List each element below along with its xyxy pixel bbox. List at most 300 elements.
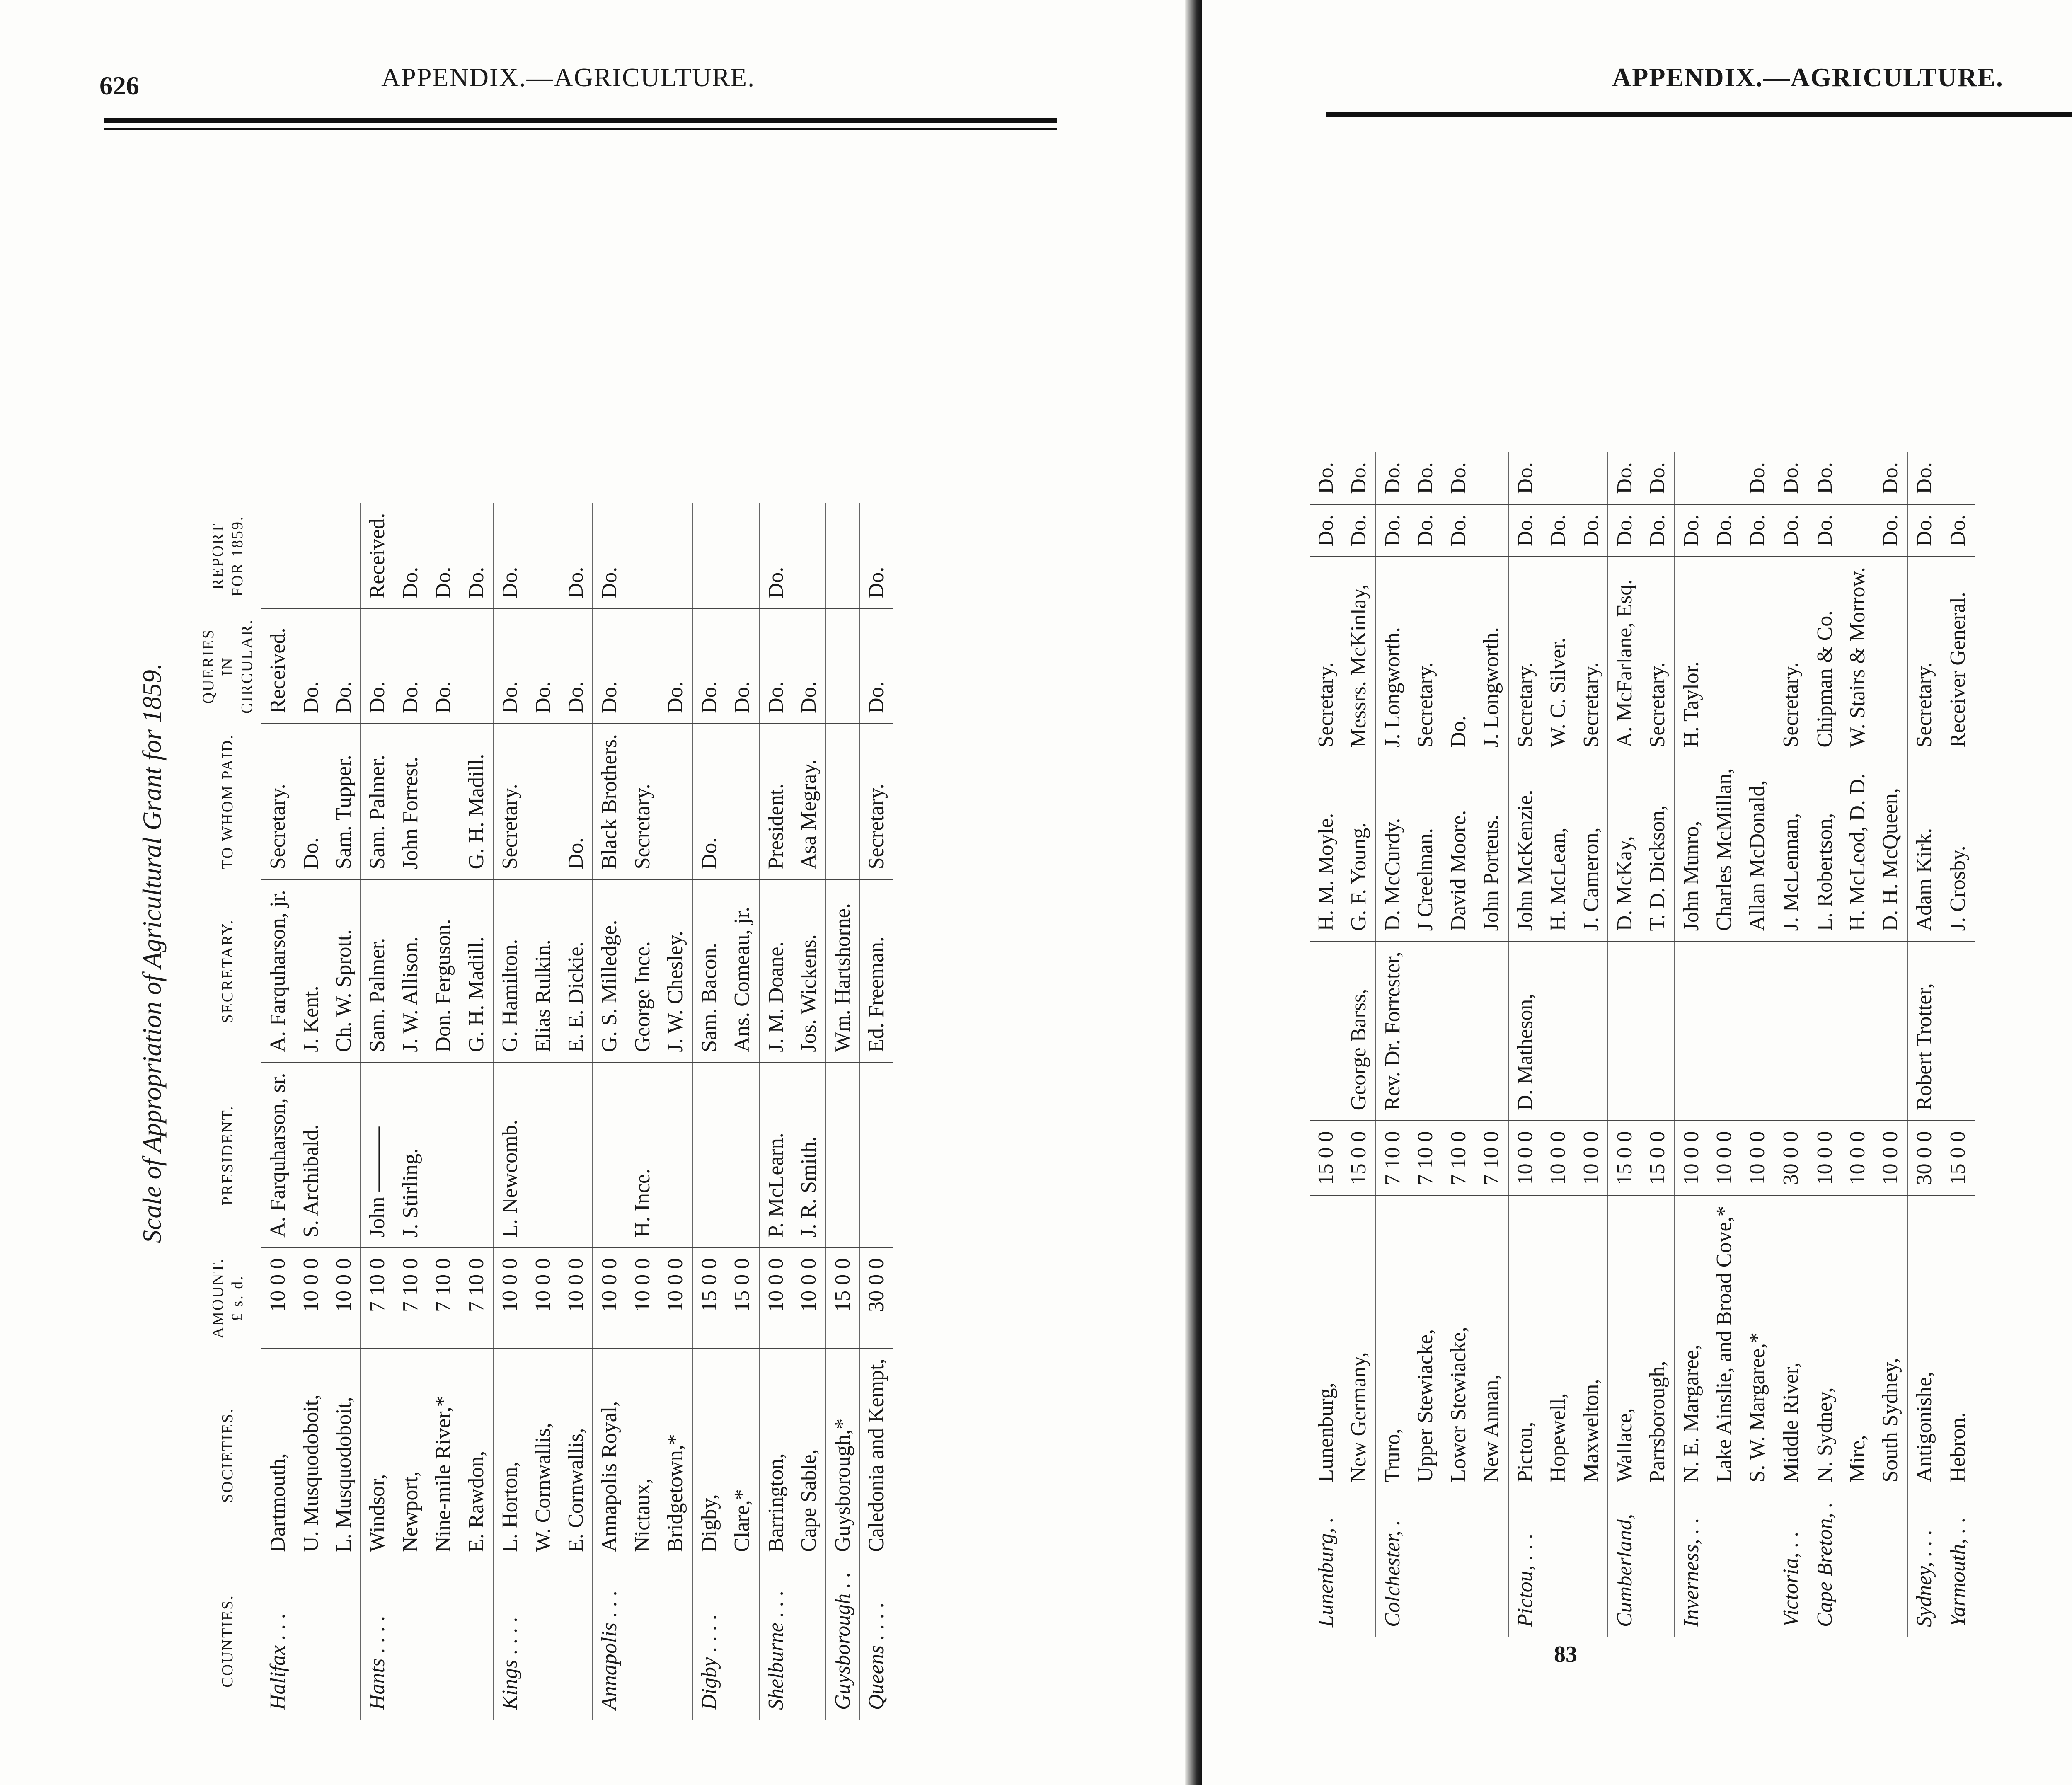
queries-cell: Do. (1310, 504, 1342, 557)
county-cell (427, 1562, 460, 1720)
president-cell (859, 1063, 893, 1248)
table-row (1508, 452, 1542, 1637)
queries-cell (826, 609, 859, 724)
paid-to-cell (1708, 557, 1740, 758)
society-cell: Antigonishe, (1907, 1195, 1941, 1492)
queries-cell: Do. (1907, 504, 1941, 557)
queries-cell: Do. (1675, 504, 1708, 557)
society-cell: Truro, (1376, 1195, 1409, 1492)
paid-to-cell: Secretary. (1575, 557, 1608, 758)
amount-cell: 7 10 0 (361, 1248, 394, 1348)
president-cell: A. Farquharson, sr. (261, 1063, 294, 1248)
society-cell: N. E. Margaree, (1675, 1195, 1708, 1492)
report-cell (1941, 452, 1974, 504)
county-cell: Annapolis . . . (593, 1562, 626, 1720)
paid-to-cell: A. McFarlane, Esq. (1608, 557, 1641, 758)
county-cell (1542, 1492, 1574, 1637)
report-cell: Do. (1442, 452, 1475, 504)
society-cell: Middle River, (1774, 1195, 1808, 1492)
president-cell (692, 1063, 726, 1248)
county-cell: Queens . . . . (859, 1562, 893, 1720)
secretary-cell: Elias Rulkin. (527, 879, 559, 1062)
table-row (1542, 452, 1574, 1637)
amount-cell: 7 10 0 (1409, 1121, 1442, 1195)
society-cell: W. Cornwallis, (531, 1423, 555, 1552)
table-row (295, 503, 327, 1720)
secretary-cell: D. McKay, (1608, 758, 1641, 942)
report-cell: Do. (1641, 452, 1674, 504)
county-cell: Digby . . . . (692, 1562, 726, 1720)
report-cell: Do. (859, 503, 893, 609)
county-cell (1641, 1492, 1674, 1637)
amount-cell: 15 0 0 (1342, 1121, 1375, 1195)
society-cell: Caledonia and Kempt, (859, 1348, 893, 1562)
county-cell: Sydney, . . . (1907, 1492, 1941, 1637)
report-cell (692, 503, 726, 609)
president-cell: Robert Trotter, (1907, 941, 1941, 1121)
county-cell (1741, 1492, 1774, 1637)
paid-to-cell: Secretary. (493, 724, 526, 879)
col-counties: COUNTIES. (195, 1562, 261, 1720)
secretary-cell: J. M. Doane. (759, 879, 792, 1062)
report-cell: Do. (1741, 452, 1774, 504)
table-row (1608, 452, 1641, 1637)
report-cell: Do. (759, 503, 792, 609)
society-cell: Pictou, (1508, 1195, 1542, 1492)
left-table-body (261, 503, 893, 1720)
table-row (826, 503, 859, 1720)
report-cell: Do. (1808, 452, 1841, 504)
paid-to-cell: Sam. Palmer. (361, 724, 394, 879)
president-cell: L. Newcomb. (493, 1063, 526, 1248)
report-cell: Do. (593, 503, 626, 609)
paid-to-cell (659, 724, 692, 879)
report-cell (527, 503, 559, 609)
secretary-cell: G. H. Madill. (460, 879, 493, 1062)
secretary-cell: J. W. Allison. (394, 879, 427, 1062)
county-cell (1874, 1492, 1907, 1637)
county-cell: Cape Breton, . (1808, 1492, 1841, 1637)
president-cell (527, 1063, 559, 1248)
table-row (1310, 452, 1342, 1637)
county-cell (394, 1562, 427, 1720)
county-cell (1841, 1492, 1874, 1637)
county-cell (1442, 1492, 1475, 1637)
society-cell: E. Rawdon, (464, 1451, 488, 1552)
report-cell (295, 503, 327, 609)
paid-to-cell: Do. (559, 724, 593, 879)
amount-cell: 10 0 0 (295, 1248, 327, 1348)
left-header-thin-rule (104, 128, 1057, 130)
county-cell (559, 1562, 593, 1720)
report-cell (1675, 452, 1708, 504)
queries-cell: Do. (1342, 504, 1375, 557)
report-cell (1841, 452, 1874, 504)
amount-cell: 10 0 0 (1508, 1121, 1542, 1195)
society-cell: Cape Sable, (797, 1449, 821, 1552)
amount-cell: 10 0 0 (1675, 1121, 1708, 1195)
society-cell: Parrsborough, (1646, 1361, 1670, 1482)
society-cell: L. Musquodoboit, (332, 1397, 356, 1552)
table-row (460, 503, 493, 1720)
paid-to-cell: J. Longworth. (1376, 557, 1409, 758)
secretary-cell: D. McCurdy. (1376, 758, 1409, 942)
secretary-cell: J. Crosby. (1941, 758, 1974, 942)
president-cell (1641, 941, 1674, 1121)
secretary-cell: John Porteus. (1475, 758, 1508, 942)
president-cell: J. Stirling. (394, 1063, 427, 1248)
county-cell (792, 1562, 825, 1720)
paid-to-cell: W. Stairs & Morrow. (1841, 557, 1874, 758)
report-cell: Do. (1608, 452, 1641, 504)
right-header-rule (1326, 112, 2072, 117)
president-cell (1575, 941, 1608, 1121)
society-cell: S. W. Margaree,* (1745, 1332, 1769, 1482)
paid-to-cell: Sam. Tupper. (327, 724, 361, 879)
amount-cell: 10 0 0 (593, 1248, 626, 1348)
society-cell: N. Sydney, (1808, 1195, 1841, 1492)
county-cell (295, 1562, 327, 1720)
table-row (1376, 452, 1409, 1637)
society-cell: Maxwelton, (1579, 1378, 1603, 1482)
county-cell: Pictou, . . . (1508, 1492, 1542, 1637)
society-cell: L. Horton, (493, 1348, 526, 1562)
society-cell: E. Cornwallis, (564, 1428, 588, 1552)
president-cell (1874, 941, 1907, 1121)
queries-cell (1841, 504, 1874, 557)
county-cell: Inverness, . . (1675, 1492, 1708, 1637)
right-page (1202, 0, 2072, 1785)
secretary-cell: David Moore. (1442, 758, 1475, 942)
queries-cell: Do. (1542, 504, 1574, 557)
amount-cell: 15 0 0 (1310, 1121, 1342, 1195)
secretary-cell: A. Farquharson, jr. (261, 879, 294, 1062)
queries-cell: Do. (1575, 504, 1608, 557)
queries-cell: Do. (1808, 504, 1841, 557)
secretary-cell: Allan McDonald, (1741, 758, 1774, 942)
table-row (1475, 452, 1508, 1637)
county-cell: Shelburne . . . (759, 1562, 792, 1720)
report-cell: Do. (394, 503, 427, 609)
secretary-cell: Wm. Hartshorne. (826, 879, 859, 1062)
report-cell (792, 503, 825, 609)
report-cell (726, 503, 759, 609)
queries-cell: Do. (1608, 504, 1641, 557)
amount-cell: 7 10 0 (1376, 1121, 1409, 1195)
table-row (1808, 452, 1841, 1637)
secretary-cell: L. Robertson, (1808, 758, 1841, 942)
report-cell: Do. (1907, 452, 1941, 504)
secretary-cell: D. H. McQueen, (1874, 758, 1907, 942)
amount-cell: 10 0 0 (1874, 1121, 1907, 1195)
amount-cell: 7 10 0 (460, 1248, 493, 1348)
col-paid-to: TO WHOM PAID. (195, 724, 261, 879)
paid-to-cell: Messrs. McKinlay, (1342, 557, 1375, 758)
secretary-cell: George Ince. (626, 879, 659, 1062)
amount-cell: 10 0 0 (1841, 1121, 1874, 1195)
president-cell: S. Archibald. (295, 1063, 327, 1248)
paid-to-cell (726, 724, 759, 879)
secretary-cell: H. McLean, (1542, 758, 1574, 942)
report-cell (1575, 452, 1608, 504)
secretary-cell: Don. Ferguson. (427, 879, 460, 1062)
secretary-cell: Jos. Wickens. (792, 879, 825, 1062)
table-row (1841, 452, 1874, 1637)
secretary-cell: G. Hamilton. (493, 879, 526, 1062)
paid-to-cell: W. C. Silver. (1542, 557, 1574, 758)
table-row (493, 503, 526, 1720)
paid-to-cell: Secretary. (859, 724, 893, 879)
amount-cell: 7 10 0 (1442, 1121, 1475, 1195)
paid-to-cell (826, 724, 859, 879)
secretary-cell: G. S. Milledge. (593, 879, 626, 1062)
president-cell (1475, 941, 1508, 1121)
county-cell: Hants . . . . (361, 1562, 394, 1720)
amount-cell: 10 0 0 (1542, 1121, 1574, 1195)
society-cell: Mire, (1846, 1435, 1869, 1482)
paid-to-cell: Secretary. (626, 724, 659, 879)
amount-cell: 15 0 0 (1941, 1121, 1974, 1195)
president-cell: D. Matheson, (1508, 941, 1542, 1121)
president-cell: H. Ince. (626, 1063, 659, 1248)
county-cell: Yarmouth, . . (1941, 1492, 1974, 1637)
queries-cell: Do. (394, 609, 427, 724)
paid-to-cell: President. (759, 724, 792, 879)
county-cell: Guysborough . . (826, 1562, 859, 1720)
amount-cell: 10 0 0 (1708, 1121, 1740, 1195)
queries-cell: Do. (1508, 504, 1542, 557)
county-cell (1475, 1492, 1508, 1637)
right-running-header: APPENDIX.—AGRICULTURE. (1612, 63, 2004, 92)
paid-to-cell: Black Brothers. (593, 724, 626, 879)
queries-cell: Do. (792, 609, 825, 724)
queries-cell: Do. (1641, 504, 1674, 557)
queries-cell (1475, 504, 1508, 557)
table-row (1342, 452, 1375, 1637)
paid-to-cell: John Forrest. (394, 724, 427, 879)
table-row (1874, 452, 1907, 1637)
paid-to-cell: Secretary. (1774, 557, 1808, 758)
table-row (361, 503, 394, 1720)
president-cell (1941, 941, 1974, 1121)
report-cell: Do. (1310, 452, 1342, 504)
amount-cell: 7 10 0 (427, 1248, 460, 1348)
table-row (593, 503, 626, 1720)
paid-to-cell: H. Taylor. (1675, 557, 1708, 758)
amount-cell: 10 0 0 (559, 1248, 593, 1348)
report-cell: Do. (427, 503, 460, 609)
paid-to-cell: J. Longworth. (1475, 557, 1508, 758)
paid-to-cell: Chipman & Co. (1808, 557, 1841, 758)
amount-cell: 10 0 0 (493, 1248, 526, 1348)
left-header-row (195, 503, 261, 1720)
society-cell: Newport, (398, 1471, 422, 1552)
paid-to-cell: Asa Megray. (792, 724, 825, 879)
secretary-cell: J. McLennan, (1774, 758, 1808, 942)
society-cell: Guysborough,* (826, 1348, 859, 1562)
amount-cell: 10 0 0 (1741, 1121, 1774, 1195)
county-cell: Halifax . . . (266, 1613, 290, 1710)
table-row (1907, 452, 1941, 1637)
president-cell (1841, 941, 1874, 1121)
secretary-cell: J. W. Chesley. (659, 879, 692, 1062)
president-cell (1608, 941, 1641, 1121)
right-appropriation-table (1310, 452, 1975, 1637)
amount-cell: 15 0 0 (1641, 1121, 1674, 1195)
amount-cell: 10 0 0 (327, 1248, 361, 1348)
col-secretary: SECRETARY. (195, 879, 261, 1062)
table-row (659, 503, 692, 1720)
report-cell: Do. (460, 503, 493, 609)
society-cell: Clare,* (730, 1489, 754, 1552)
president-cell (1741, 941, 1774, 1121)
amount-cell: 10 0 0 (1575, 1121, 1608, 1195)
queries-cell: Do. (361, 609, 394, 724)
report-cell: Received. (361, 503, 394, 609)
amount-cell: 15 0 0 (692, 1248, 726, 1348)
table-row (261, 503, 294, 1720)
table-row (559, 503, 593, 1720)
report-cell: Do. (1342, 452, 1375, 504)
paid-to-cell: Secretary. (1508, 557, 1542, 758)
queries-cell: Do. (1708, 504, 1740, 557)
table-row (1941, 452, 1974, 1637)
report-cell: Do. (559, 503, 593, 609)
report-cell (626, 503, 659, 609)
secretary-cell: John Munro, (1675, 758, 1708, 942)
table-row (759, 503, 792, 1720)
society-cell: Windsor, (361, 1348, 394, 1562)
secretary-cell: Ch. W. Sprott. (327, 879, 361, 1062)
secretary-cell: J. Kent. (295, 879, 327, 1062)
secretary-cell: Ed. Freeman. (859, 879, 893, 1062)
president-cell (1808, 941, 1841, 1121)
president-cell (427, 1063, 460, 1248)
table-row (1741, 452, 1774, 1637)
queries-cell: Do. (1874, 504, 1907, 557)
col-queries: QUERIES IN CIRCULAR. (195, 609, 261, 724)
paid-to-cell (527, 724, 559, 879)
amount-cell: 15 0 0 (1608, 1121, 1641, 1195)
col-president: PRESIDENT. (195, 1063, 261, 1248)
queries-cell: Do. (295, 609, 327, 724)
society-cell: Lunenburg, (1314, 1383, 1338, 1482)
queries-cell: Do. (327, 609, 361, 724)
society-cell: South Sydney, (1878, 1358, 1903, 1482)
report-cell: Do. (1874, 452, 1907, 504)
table-row (726, 503, 759, 1720)
amount-cell: 7 10 0 (1475, 1121, 1508, 1195)
queries-cell: Do. (593, 609, 626, 724)
table-row (1774, 452, 1808, 1637)
society-cell: Dartmouth, (266, 1453, 290, 1552)
report-cell (1475, 452, 1508, 504)
queries-cell: Do. (659, 609, 692, 724)
president-cell (559, 1063, 593, 1248)
paid-to-cell: Receiver General. (1941, 557, 1974, 758)
amount-cell: 15 0 0 (726, 1248, 759, 1348)
president-cell (1675, 941, 1708, 1121)
queries-cell: Do. (1941, 504, 1974, 557)
table-row (1708, 452, 1740, 1637)
county-cell: Lunenburg, . (1314, 1517, 1338, 1627)
secretary-cell: J Creelman. (1409, 758, 1442, 942)
col-amount: AMOUNT. £ s. d. (195, 1248, 261, 1348)
president-cell (1542, 941, 1574, 1121)
county-cell (1708, 1492, 1740, 1637)
amount-cell: 10 0 0 (261, 1248, 294, 1348)
paid-to-cell: Do. (295, 724, 327, 879)
queries-cell: Do. (427, 609, 460, 724)
county-cell (726, 1562, 759, 1720)
table-row (1575, 452, 1608, 1637)
president-cell (726, 1063, 759, 1248)
report-cell (261, 503, 294, 609)
paid-to-cell (1741, 557, 1774, 758)
president-cell (593, 1063, 626, 1248)
table-row (394, 503, 427, 1720)
society-cell: Nictaux, (630, 1478, 654, 1552)
left-table-wrap (195, 503, 893, 1720)
queries-cell: Do. (493, 609, 526, 724)
secretary-cell: H. M. Moyle. (1310, 758, 1342, 942)
table-row (859, 503, 893, 1720)
queries-cell: Do. (527, 609, 559, 724)
queries-cell: Do. (1409, 504, 1442, 557)
secretary-cell: Ans. Comeau, jr. (726, 879, 759, 1062)
queries-cell: Do. (859, 609, 893, 724)
paid-to-cell: Secretary. (1310, 557, 1342, 758)
queries-cell: Do. (1774, 504, 1808, 557)
society-cell: Lake Ainslie, and Broad Cove,* (1712, 1206, 1736, 1482)
president-cell (1409, 941, 1442, 1121)
society-cell: Barrington, (759, 1348, 792, 1562)
paid-to-cell (1874, 557, 1907, 758)
report-cell (327, 503, 361, 609)
report-cell (826, 503, 859, 609)
paid-to-cell: Secretary. (1409, 557, 1442, 758)
amount-cell: 30 0 0 (1907, 1121, 1941, 1195)
society-cell: Annapolis Royal, (593, 1348, 626, 1562)
table-row (1641, 452, 1674, 1637)
county-cell (460, 1562, 493, 1720)
queries-cell: Do. (1442, 504, 1475, 557)
report-cell (659, 503, 692, 609)
president-cell: John ——— (361, 1063, 394, 1248)
paid-to-cell: Secretary. (1641, 557, 1674, 758)
secretary-cell: Charles McMillan, (1708, 758, 1740, 942)
left-running-header: APPENDIX.—AGRICULTURE. (381, 63, 755, 92)
society-cell: Digby, (692, 1348, 726, 1562)
report-cell: Do. (493, 503, 526, 609)
county-cell (1575, 1492, 1608, 1637)
table-row (1675, 452, 1708, 1637)
report-cell: Do. (1409, 452, 1442, 504)
county-cell (327, 1562, 361, 1720)
secretary-cell: G. F. Young. (1342, 758, 1375, 942)
table-row (626, 503, 659, 1720)
society-cell: Lower Stewiacke, (1446, 1327, 1470, 1482)
report-cell: Do. (1774, 452, 1808, 504)
paid-to-cell: Secretary. (1907, 557, 1941, 758)
county-cell (1342, 1492, 1375, 1637)
right-table-wrap (1310, 452, 1975, 1637)
county-cell: Colchester, . (1376, 1492, 1409, 1637)
table-row (692, 503, 726, 1720)
secretary-cell: T. D. Dickson, (1641, 758, 1674, 942)
amount-cell: 10 0 0 (759, 1248, 792, 1348)
president-cell (1774, 941, 1808, 1121)
